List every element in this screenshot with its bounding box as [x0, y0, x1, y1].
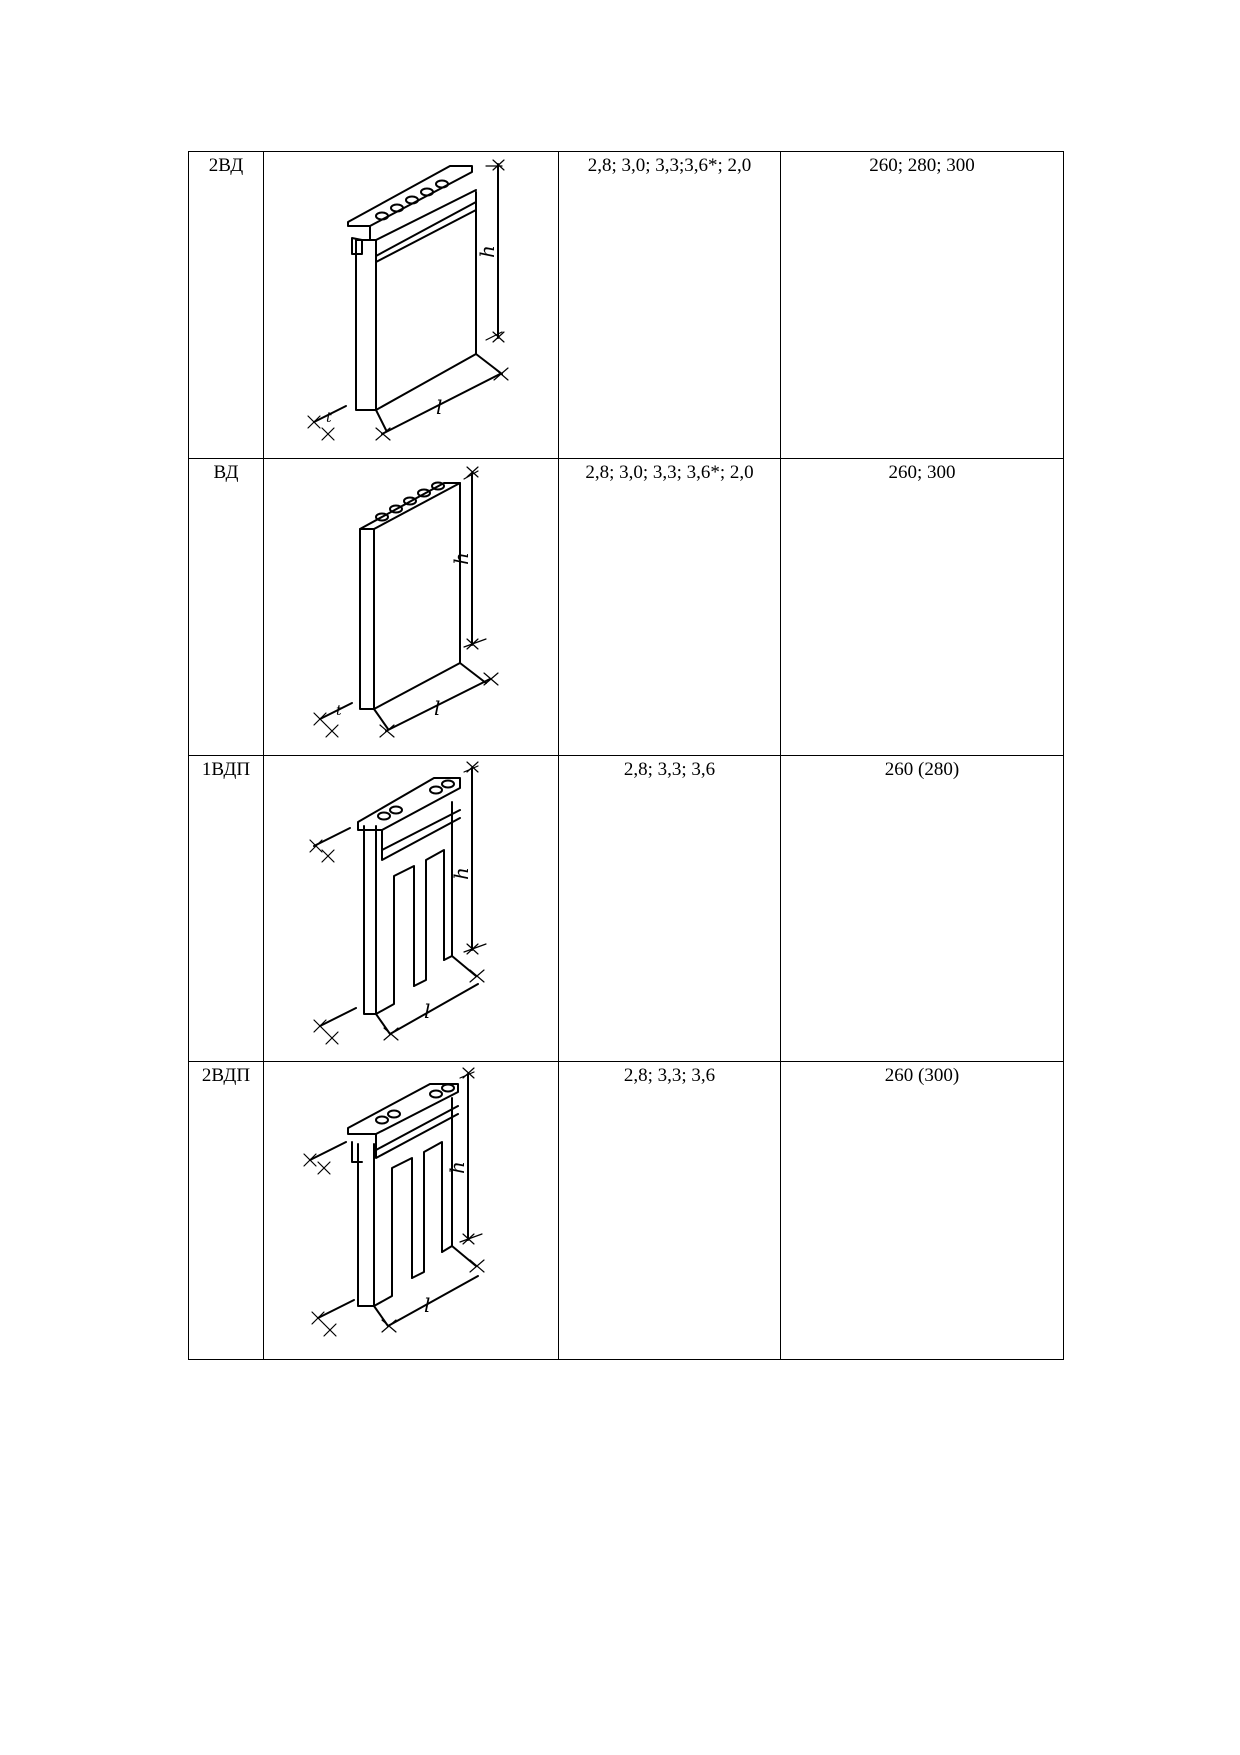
svg-text:l: l	[434, 696, 441, 720]
table-row	[189, 459, 1064, 756]
table-row	[189, 756, 1064, 1062]
svg-text:l: l	[424, 999, 431, 1023]
thickness-cell: 260; 300	[781, 459, 1064, 756]
svg-text:t: t	[326, 410, 332, 426]
svg-text:h: h	[449, 552, 473, 565]
figure-cell	[264, 1062, 559, 1360]
thickness-cell: 260; 280; 300	[781, 152, 1064, 459]
flat-wall-panel-icon	[264, 459, 558, 755]
svg-text:h: h	[449, 867, 473, 880]
wall-panel-with-opening-icon	[264, 756, 558, 1061]
mark-cell: ВД	[189, 459, 264, 756]
figure-cell	[264, 756, 559, 1062]
heights-cell: 2,8; 3,3; 3,6	[559, 1062, 781, 1360]
panel-table	[188, 151, 1064, 1360]
heights-cell: 2,8; 3,0; 3,3;3,6*; 2,0	[559, 152, 781, 459]
figure-cell	[264, 459, 559, 756]
mark-cell: 1ВДП	[189, 756, 264, 1062]
mark-cell: 2ВД	[189, 152, 264, 459]
svg-text:h: h	[445, 1161, 469, 1174]
heights-cell: 2,8; 3,0; 3,3; 3,6*; 2,0	[559, 459, 781, 756]
svg-text:t: t	[336, 703, 342, 719]
heights-cell: 2,8; 3,3; 3,6	[559, 756, 781, 1062]
svg-text:l: l	[424, 1293, 431, 1317]
svg-text:h: h	[475, 245, 499, 258]
thickness-cell: 260 (300)	[781, 1062, 1064, 1360]
mark-cell: 2ВДП	[189, 1062, 264, 1360]
table-row	[189, 1062, 1064, 1360]
figure-cell	[264, 152, 559, 459]
wall-panel-with-opening-and-ledge-icon	[264, 1062, 558, 1359]
thickness-cell: 260 (280)	[781, 756, 1064, 1062]
table-row	[189, 152, 1064, 459]
svg-text:l: l	[436, 395, 443, 419]
wall-panel-with-ledge-icon	[264, 152, 558, 458]
